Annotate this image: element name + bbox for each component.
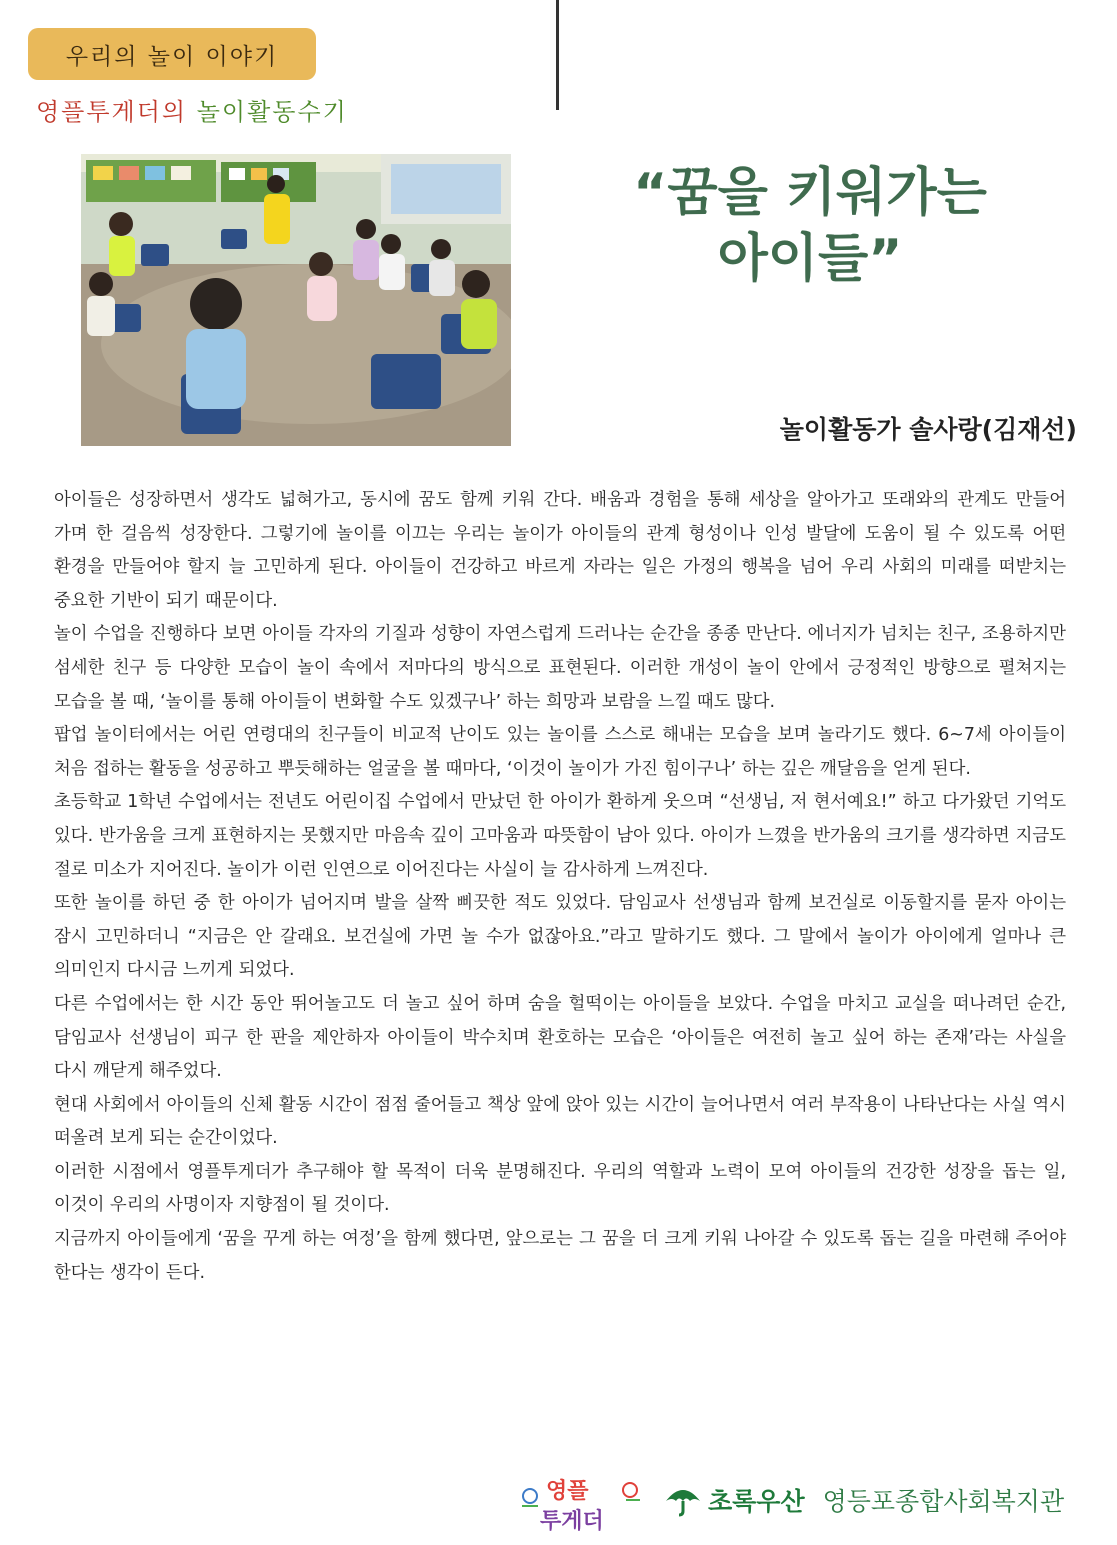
photo-illustration <box>81 154 511 446</box>
logo-young-bottom: 투게더 <box>540 1509 604 1534</box>
paragraph: 이러한 시점에서 영플투게더가 추구해야 할 목적이 더욱 분명해진다. 우리의 역할과 노력이 모여 아이들의 건강한 성장을 돕는 일, 이것이 우리의 사명이자 지향점이 될 것이다. <box>54 1161 1066 1216</box>
subtitle-brand: 영플투게더의 <box>36 98 188 126</box>
org-name: 영등포종합사회복지관 <box>822 1487 1065 1516</box>
classroom-children-playing-photo <box>81 154 511 446</box>
green-umbrella-logo <box>664 1482 1064 1518</box>
paragraph: 다른 수업에서는 한 시간 동안 뛰어놀고도 더 놀고 싶어 하며 숨을 헐떡이는 아이들을 보았다. 수업을 마치고 교실을 떠나려던 순간, 담임교사 선생님이 피구 한 판을 제안하자 아이들이 박수치며 환호하는 모습은 ‘아이들은 여전히 놀고 싶어 하는 존재’라는 사실을 다시 깨닫게 해주었다. <box>54 993 1066 1082</box>
paragraph: 초등학교 1학년 수업에서는 전년도 어린이집 수업에서 만났던 한 아이가 환하게 웃으며 “선생님, 저 현서예요!” 하고 다가왔던 기억도 있다. 반가움을 크게 표현하지는 못했지만 마음속 깊이 고마움과 따뜻함이 남아 있다. 아이가 느꼈을 반가움의 크기를 생각하면 지금도 절로 미소가 지어진다. 놀이가 이런 인연으로 이어진다는 사실이 늘 감사하게 느껴진다. <box>54 792 1066 880</box>
article-body <box>54 484 1066 1290</box>
article-title-line1: “꿈을 키워가는 <box>633 163 987 223</box>
logo-figure-right-icon <box>623 1483 637 1497</box>
series-label: 우리의 놀이 이야기 <box>65 43 279 70</box>
logo-figure-left-icon <box>523 1489 537 1503</box>
subtitle-topic: 놀이활동수기 <box>196 98 348 126</box>
paragraph: 놀이 수업을 진행하다 보면 아이들 각자의 기질과 성향이 자연스럽게 드러나는 순간을 종종 만난다. 에너지가 넘치는 친구, 조용하지만 섬세한 친구 등 다양한 모습이 놀이 속에서 저마다의 방식으로 표현된다. 이러한 개성이 놀이 안에서 긍정적인 방향으로 펼쳐지는 모습을 볼 때, ‘놀이를 통해 아이들이 변화할 수도 있겠구나’ 하는 희망과 보람을 느낄 때도 많다. <box>54 624 1066 712</box>
paragraph: 지금까지 아이들에게 ‘꿈을 꾸게 하는 여정’을 함께 했다면, 앞으로는 그 꿈을 더 크게 키워 나아갈 수 있도록 돕는 길을 마련해 주어야 한다는 생각이 든다. <box>54 1229 1066 1283</box>
logo-young-top: 영플 <box>546 1479 589 1504</box>
org-brand: 초록우산 <box>708 1487 805 1516</box>
young-together-logo <box>518 1470 648 1534</box>
header-divider <box>556 0 559 110</box>
paragraph: 현대 사회에서 아이들의 신체 활동 시간이 점점 줄어들고 책상 앞에 앉아 있는 시간이 늘어나면서 여러 부작용이 나타난다는 사실 역시 떠올려 보게 되는 순간이었다. <box>54 1094 1066 1149</box>
paragraph: 팝업 놀이터에서는 어린 연령대의 친구들이 비교적 난이도 있는 놀이를 스스로 해내는 모습을 보며 놀라기도 했다. 6~7세 아이들이 처음 접하는 활동을 성공하고 뿌듯해하는 얼굴을 볼 때마다, ‘이것이 놀이가 가진 힘이구나’ 하는 깊은 깨달음을 얻게 된다. <box>54 725 1066 779</box>
paragraph: 아이들은 성장하면서 생각도 넓혀가고, 동시에 꿈도 함께 키워 간다. 배움과 경험을 통해 세상을 알아가고 또래와의 관계도 만들어 가며 한 걸음씩 성장한다. 그렇기에 놀이를 이끄는 우리는 놀이가 아이들의 관계 형성이나 인성 발달에 도움이 될 수 있도록 어떤 환경을 만들어야 할지 늘 고민하게 된다. 아이들이 건강하고 바르게 자라는 일은 가정의 행복을 넘어 우리 사회의 미래를 떠받치는 중요한 기반이 되기 때문이다. <box>54 490 1066 611</box>
series-label-badge <box>28 28 316 80</box>
article-author: 놀이활동가 솔사랑(김재선) <box>779 415 1077 444</box>
paragraph: 또한 놀이를 하던 중 한 아이가 넘어지며 발을 살짝 삐끗한 적도 있었다. 담임교사 선생님과 함께 보건실로 이동할지를 묻자 아이는 잠시 고민하더니 “지금은 안 갈래요. 보건실에 가면 놀 수가 없잖아요.”라고 말하기도 했다. 그 말에서 놀이가 아이에게 얼마나 큰 의미인지 다시금 느끼게 되었다. <box>54 893 1066 981</box>
section-subtitle <box>36 92 348 127</box>
article-title-line2: 아이들” <box>717 229 903 289</box>
article-title <box>600 160 1020 292</box>
umbrella-icon <box>664 1483 702 1517</box>
